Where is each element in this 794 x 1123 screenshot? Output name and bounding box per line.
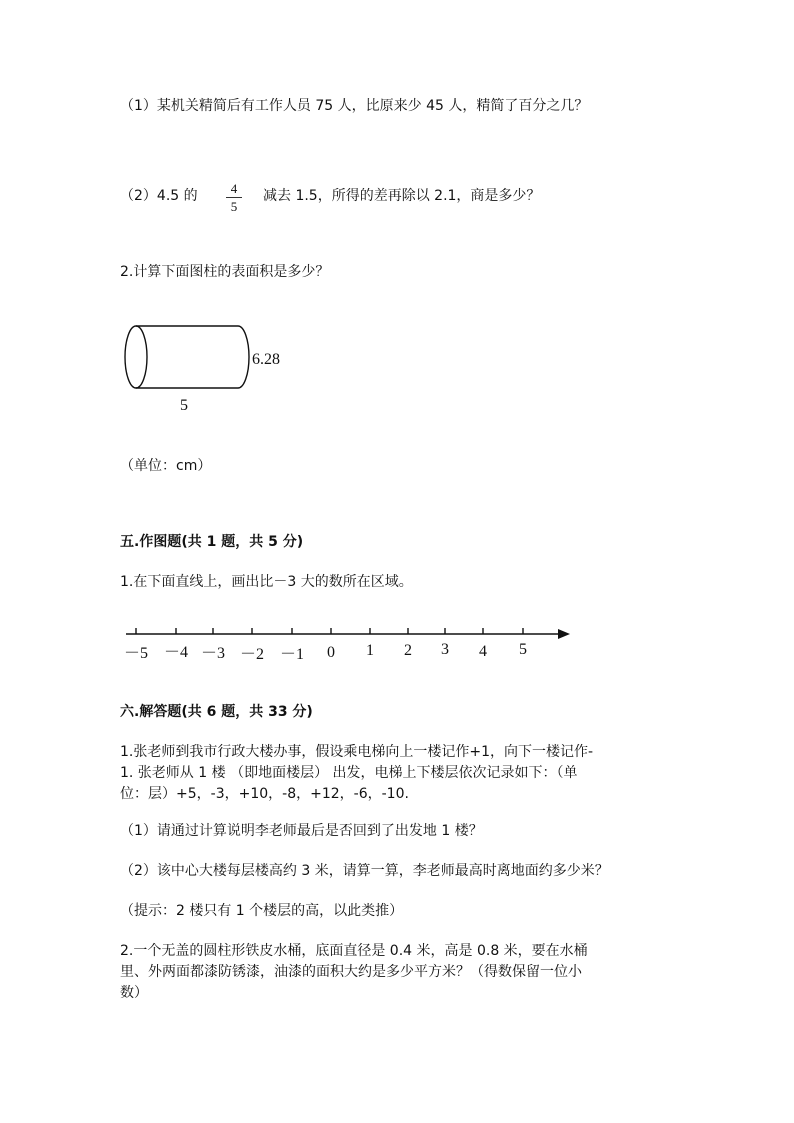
question-part-2-suffix: 减去 1.5，所得的差再除以 2.1，商是多少？ xyxy=(263,188,541,204)
section-6-q2-line-2: 里、外两面都漆防锈漆，油漆的面积大约是多少平方米？（得数保留一位小 xyxy=(120,964,582,980)
number-line-label: －2 xyxy=(239,646,265,663)
question-part-1: （1）某机关精简后有工作人员 75 人，比原来少 45 人，精简了百分之几？ xyxy=(120,98,589,114)
fraction-numerator: 4 xyxy=(230,181,238,196)
fraction-denominator: 5 xyxy=(230,199,238,214)
section-6-q1-line-2: 1. 张老师从 1 楼 （即地面楼层） 出发，电梯上下楼层依次记录如下：（单 xyxy=(120,765,578,781)
cylinder-diagram xyxy=(118,318,298,418)
number-line-label: 4 xyxy=(479,643,487,660)
number-line-label: －5 xyxy=(123,645,149,662)
number-line-label: 2 xyxy=(404,642,412,659)
section-6-heading: 六.解答题(共 6 题，共 33 分) xyxy=(120,704,313,720)
number-line-label: 5 xyxy=(519,641,527,658)
question-2-title: 2.计算下面图柱的表面积是多少？ xyxy=(120,264,330,280)
number-line-label: 1 xyxy=(366,642,374,659)
section-6-q1-line-1: 1.张老师到我市行政大楼办事，假设乘电梯向上一楼记作+1，向下一楼记作- xyxy=(120,744,594,760)
number-line-label: 3 xyxy=(441,641,449,658)
section-6-q2-line-3: 数） xyxy=(120,985,148,1001)
section-6-q1-hint: （提示：2 楼只有 1 个楼层的高，以此类推） xyxy=(120,903,404,919)
number-line-label: －4 xyxy=(163,644,189,661)
number-line-label: －1 xyxy=(279,646,305,663)
section-6-q2-line-1: 2.一个无盖的圆柱形铁皮水桶，底面直径是 0.4 米，高是 0.8 米，要在水桶 xyxy=(120,943,588,959)
unit-note: （单位：cm） xyxy=(120,458,212,474)
section-6-q1-sub-2: （2）该中心大楼每层楼高约 3 米，请算一算，李老师最高时离地面约多少米？ xyxy=(120,863,609,879)
fraction-four-fifths xyxy=(224,181,244,214)
section-6-q1-line-3: 位：层）+5，-3，+10，-8，+12，-6，-10. xyxy=(120,786,409,802)
cylinder-length-label: 5 xyxy=(180,397,188,414)
cylinder-left-end xyxy=(125,326,147,388)
question-part-2-prefix: （2）4.5 的 xyxy=(120,188,198,204)
number-line-label: －3 xyxy=(200,645,226,662)
fraction-bar xyxy=(226,197,242,198)
section-5-heading: 五.作图题(共 1 题，共 5 分) xyxy=(120,534,304,550)
section-5-question-1: 1.在下面直线上，画出比－3 大的数所在区域。 xyxy=(120,574,413,590)
cylinder-circumference-label: 6.28 xyxy=(252,351,280,368)
number-line-label: 0 xyxy=(327,644,335,661)
cylinder-right-end xyxy=(238,326,249,388)
number-line-arrow-icon xyxy=(558,629,570,639)
section-6-q1-sub-1: （1）请通过计算说明李老师最后是否回到了出发地 1 楼？ xyxy=(120,823,483,839)
number-line xyxy=(118,620,578,670)
